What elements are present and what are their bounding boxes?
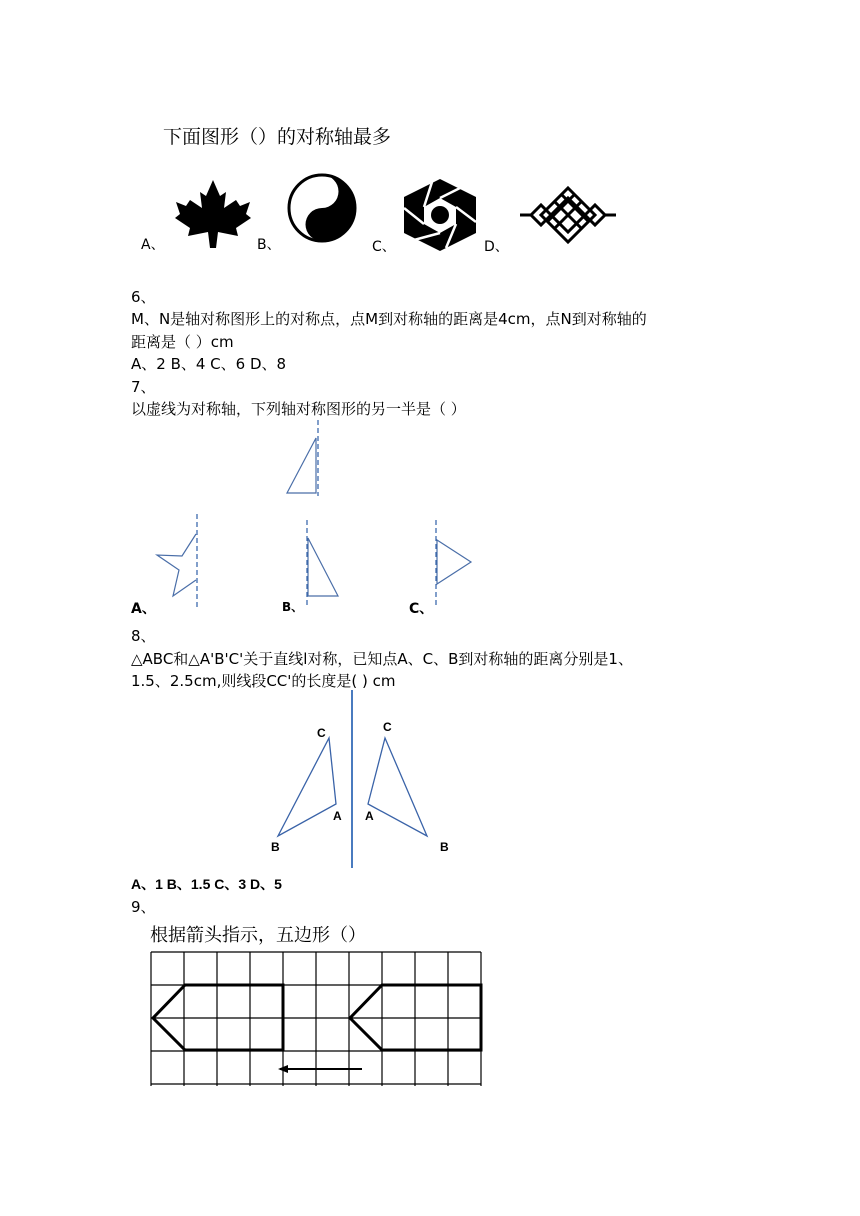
q7-option-a-half-star	[150, 512, 210, 612]
q8-line1: △ABC和△A'B'C'关于直线l对称，已知点A、C、B到对称轴的距离分别是1、	[131, 650, 633, 668]
q5-option-b: B、	[257, 237, 281, 253]
q6-options: A、2 B、4 C、6 D、8	[131, 355, 287, 373]
q8-number: 8、	[131, 627, 156, 645]
q5-option-c: C、	[372, 239, 396, 255]
q7-option-c: C、	[409, 601, 434, 617]
q8-label-a-left: A	[333, 809, 342, 823]
q7-prompt: 以虚线为对称轴，下列轴对称图形的另一半是（ ）	[131, 400, 466, 418]
hexagon-aperture-icon	[402, 178, 478, 252]
q8-label-b-left: B	[271, 840, 280, 854]
q8-line2: 1.5、2.5cm,则线段CC'的长度是( ) cm	[131, 672, 396, 690]
maple-leaf-icon	[174, 178, 252, 250]
q9-prompt: 根据箭头指示，五边形（）	[150, 925, 366, 946]
q8-label-a-right: A	[365, 809, 374, 823]
q7-option-b-triangle	[298, 518, 348, 610]
q7-reference-half-triangle	[280, 418, 330, 498]
yin-yang-icon	[287, 173, 357, 243]
q8-label-b-right: B	[440, 840, 449, 854]
q8-label-c-right: C	[383, 720, 392, 734]
q7-option-b: B、	[282, 600, 304, 614]
q5-prompt: 下面图形（）的对称轴最多	[163, 126, 392, 148]
q7-option-c-triangle	[428, 518, 478, 610]
q5-option-d: D、	[484, 239, 509, 255]
q6-number: 6、	[131, 288, 156, 306]
q8-symmetric-triangles	[260, 690, 460, 870]
q9-number: 9、	[131, 898, 156, 916]
q6-line2: 距离是（ ）cm	[131, 333, 234, 351]
q7-number: 7、	[131, 378, 156, 396]
q8-options: A、1 B、1.5 C、3 D、5	[131, 876, 282, 892]
q6-line1: M、N是轴对称图形上的对称点，点M到对称轴的距离是4cm，点N到对称轴的	[131, 310, 647, 328]
q9-grid-pentagons	[150, 950, 484, 1090]
q5-option-a: A、	[141, 237, 165, 253]
q7-option-a: A、	[131, 601, 156, 617]
chinese-knot-icon	[519, 186, 617, 244]
q8-label-c-left: C	[317, 726, 326, 740]
